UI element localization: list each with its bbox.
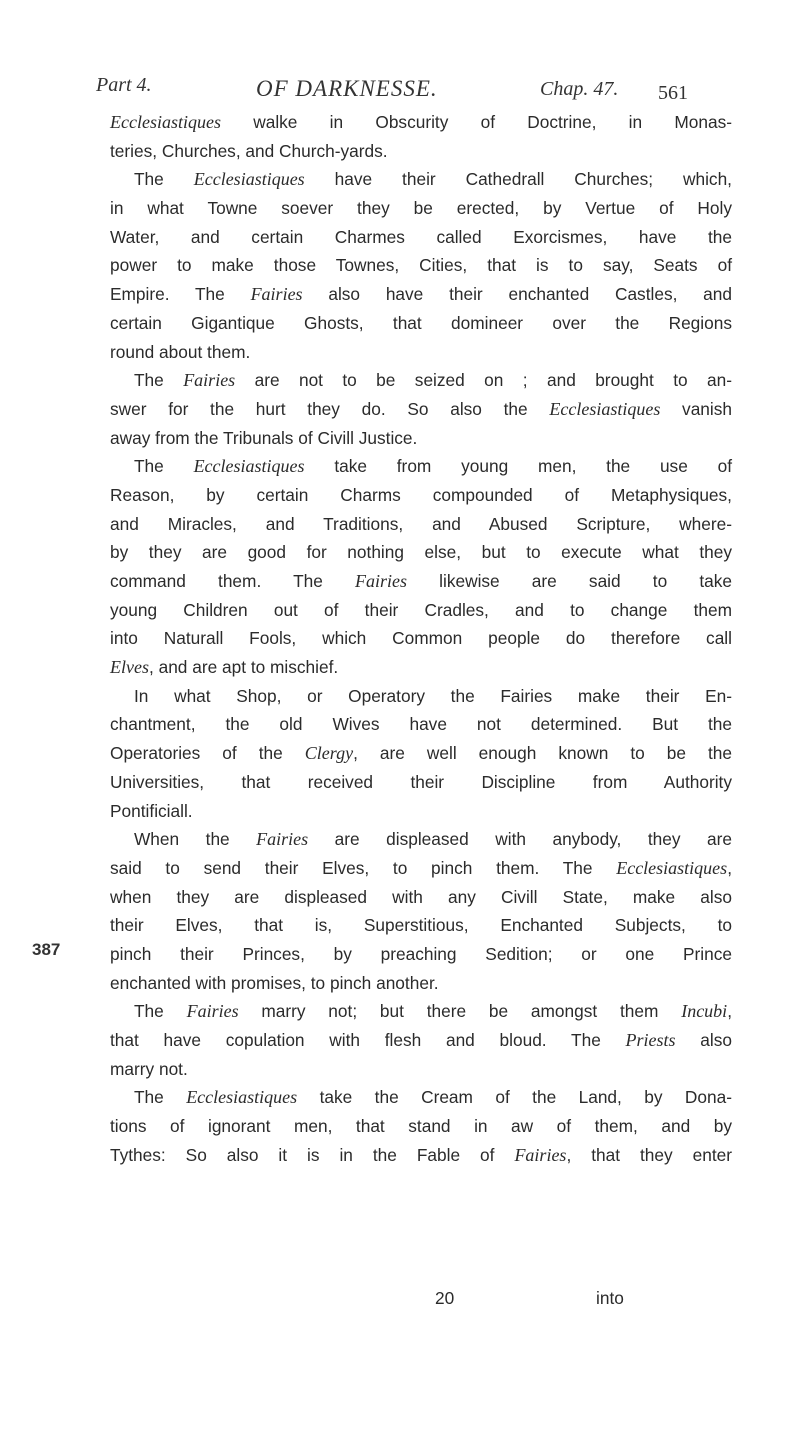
text-line	[110, 194, 732, 223]
text-line	[110, 653, 732, 682]
text-line	[110, 997, 732, 1026]
part-label: Part 4.	[96, 74, 152, 96]
text-run: When the	[134, 829, 257, 850]
text-run: said to send their Elves, to pinch them. The	[110, 857, 617, 878]
text-run: into Naturall Fools, which Common people do therefore call	[110, 628, 732, 649]
text-run: by they are good for nothing else, but to execute what they	[110, 542, 732, 563]
text-run: In what Shop, or Operatory the Fairies make their En-	[134, 685, 732, 706]
signature-mark: 20	[435, 1288, 455, 1308]
text-run: when they are displeased with any Civill State, make also	[110, 886, 732, 907]
text-line	[110, 137, 732, 166]
italic-term: Ecclesiastiques	[193, 169, 305, 190]
text-run: Empire. The	[110, 284, 251, 305]
text-run: The	[134, 1001, 187, 1022]
text-line	[110, 768, 732, 797]
italic-term: Fairies	[256, 829, 309, 850]
text-line	[110, 940, 732, 969]
text-line	[110, 165, 732, 194]
italic-term: Fairies	[183, 370, 236, 391]
text-line	[110, 108, 732, 137]
italic-term: Fairies	[514, 1144, 567, 1165]
text-run: are displeased with anybody, they are	[308, 829, 732, 850]
text-run: enchanted with promises, to pinch another.	[110, 972, 439, 993]
italic-term: Ecclesiastiques	[616, 857, 728, 878]
text-run: Operatories of the	[110, 743, 305, 764]
text-run: round about them.	[110, 341, 251, 362]
text-run: ,	[727, 857, 732, 878]
text-line	[110, 452, 732, 481]
text-line	[110, 395, 732, 424]
text-run: also	[675, 1030, 732, 1050]
text-line	[110, 854, 732, 883]
text-line	[110, 1112, 732, 1141]
text-run: The	[134, 169, 194, 190]
page-footer	[110, 1288, 732, 1318]
text-line	[110, 969, 732, 998]
text-run: tions of ignorant men, that stand in aw of them, and by	[110, 1116, 732, 1137]
text-line	[110, 624, 732, 653]
italic-term: Ecclesiastiques	[193, 456, 305, 477]
text-run: take the Cream of the Land, by Dona-	[297, 1087, 732, 1108]
text-run: and Miracles, and Traditions, and Abused Scripture, where-	[110, 513, 732, 534]
text-line	[110, 309, 732, 338]
text-line	[110, 1141, 732, 1170]
text-run: certain Gigantique Ghosts, that domineer over the Regions	[110, 312, 732, 333]
text-run: teries, Churches, and Church-yards.	[110, 140, 388, 161]
italic-term: Incubi	[681, 1001, 728, 1022]
text-run: that have copulation with flesh and bloud. The	[110, 1030, 626, 1050]
text-run: young Children out of their Cradles, and to change them	[110, 599, 732, 620]
text-run: swer for the hurt they do. So also the	[110, 398, 550, 419]
text-run: Universities, that received their Discipline from Authority	[110, 771, 732, 792]
text-line	[110, 481, 732, 510]
body-text	[110, 108, 732, 1169]
text-line	[110, 883, 732, 912]
chapter-label: Chap. 47.	[540, 78, 619, 100]
text-run: , that they enter	[566, 1144, 732, 1165]
italic-term: Fairies	[186, 1001, 239, 1022]
text-line	[110, 366, 732, 395]
text-run: their Elves, that is, Superstitious, Enchanted Subjects, to	[110, 915, 732, 936]
text-run: , are well enough known to be the	[353, 743, 732, 764]
italic-term: Ecclesiastiques	[549, 398, 661, 419]
text-line	[110, 1026, 732, 1055]
text-run: away from the Tribunals of Civill Justice.	[110, 427, 418, 448]
italic-term: Elves	[110, 657, 149, 678]
text-run: Tythes: So also it is in the Fable of	[110, 1144, 515, 1165]
text-line	[110, 1055, 732, 1084]
text-line	[110, 223, 732, 252]
text-run: take from young men, the use of	[304, 456, 732, 477]
text-run: The	[134, 1087, 187, 1108]
text-run: walke in Obscurity of Doctrine, in Monas-	[220, 112, 732, 132]
text-run: Pontificiall.	[110, 800, 193, 821]
text-line	[110, 825, 732, 854]
text-run: command them. The	[110, 571, 356, 591]
text-line	[110, 797, 732, 826]
text-line	[110, 1083, 732, 1112]
text-run: ,	[727, 1001, 732, 1022]
text-run: are not to be seized on ; and brought to an-	[235, 370, 732, 391]
text-run: marry not; but there be amongst them	[238, 1001, 682, 1022]
text-run: chantment, the old Wives have not determined. But the	[110, 714, 732, 735]
text-run: , and are apt to mischief.	[148, 657, 339, 678]
text-line	[110, 251, 732, 280]
running-title: OF DARKNESSE.	[256, 76, 438, 101]
text-run: The	[134, 456, 194, 477]
text-run: Water, and certain Charmes called Exorcismes, have the	[110, 226, 732, 247]
text-run: have their Cathedrall Churches; which,	[304, 169, 732, 190]
text-run: in what Towne soever they be erected, by Vertue of Holy	[110, 198, 732, 219]
text-run: pinch their Princes, by preaching Sedition; or one Prince	[110, 943, 732, 964]
text-line	[110, 710, 732, 739]
text-line	[110, 682, 732, 711]
text-run: power to make those Townes, Cities, that is to say, Seats of	[110, 255, 732, 276]
text-run: likewise are said to take	[407, 571, 733, 591]
text-line	[110, 280, 732, 309]
text-line	[110, 567, 732, 596]
text-run: Reason, by certain Charms compounded of Metaphysiques,	[110, 484, 732, 505]
text-line	[110, 338, 732, 367]
page-number: 561	[658, 82, 688, 104]
text-line	[110, 739, 732, 768]
text-line	[110, 911, 732, 940]
italic-term: Fairies	[250, 284, 303, 305]
text-run: marry not.	[110, 1058, 188, 1079]
italic-term: Fairies	[355, 571, 408, 591]
text-run: vanish	[660, 398, 733, 419]
text-run: also have their enchanted Castles, and	[302, 284, 732, 305]
italic-term: Priests	[625, 1030, 676, 1050]
italic-term: Clergy	[304, 743, 354, 764]
text-line	[110, 424, 732, 453]
catchword: into	[596, 1288, 624, 1308]
italic-term: Ecclesiastiques	[110, 112, 221, 132]
text-line	[110, 596, 732, 625]
text-line	[110, 510, 732, 539]
italic-term: Ecclesiastiques	[186, 1087, 298, 1108]
text-line	[110, 538, 732, 567]
text-run: The	[134, 370, 184, 391]
margin-number: 387	[32, 940, 61, 959]
